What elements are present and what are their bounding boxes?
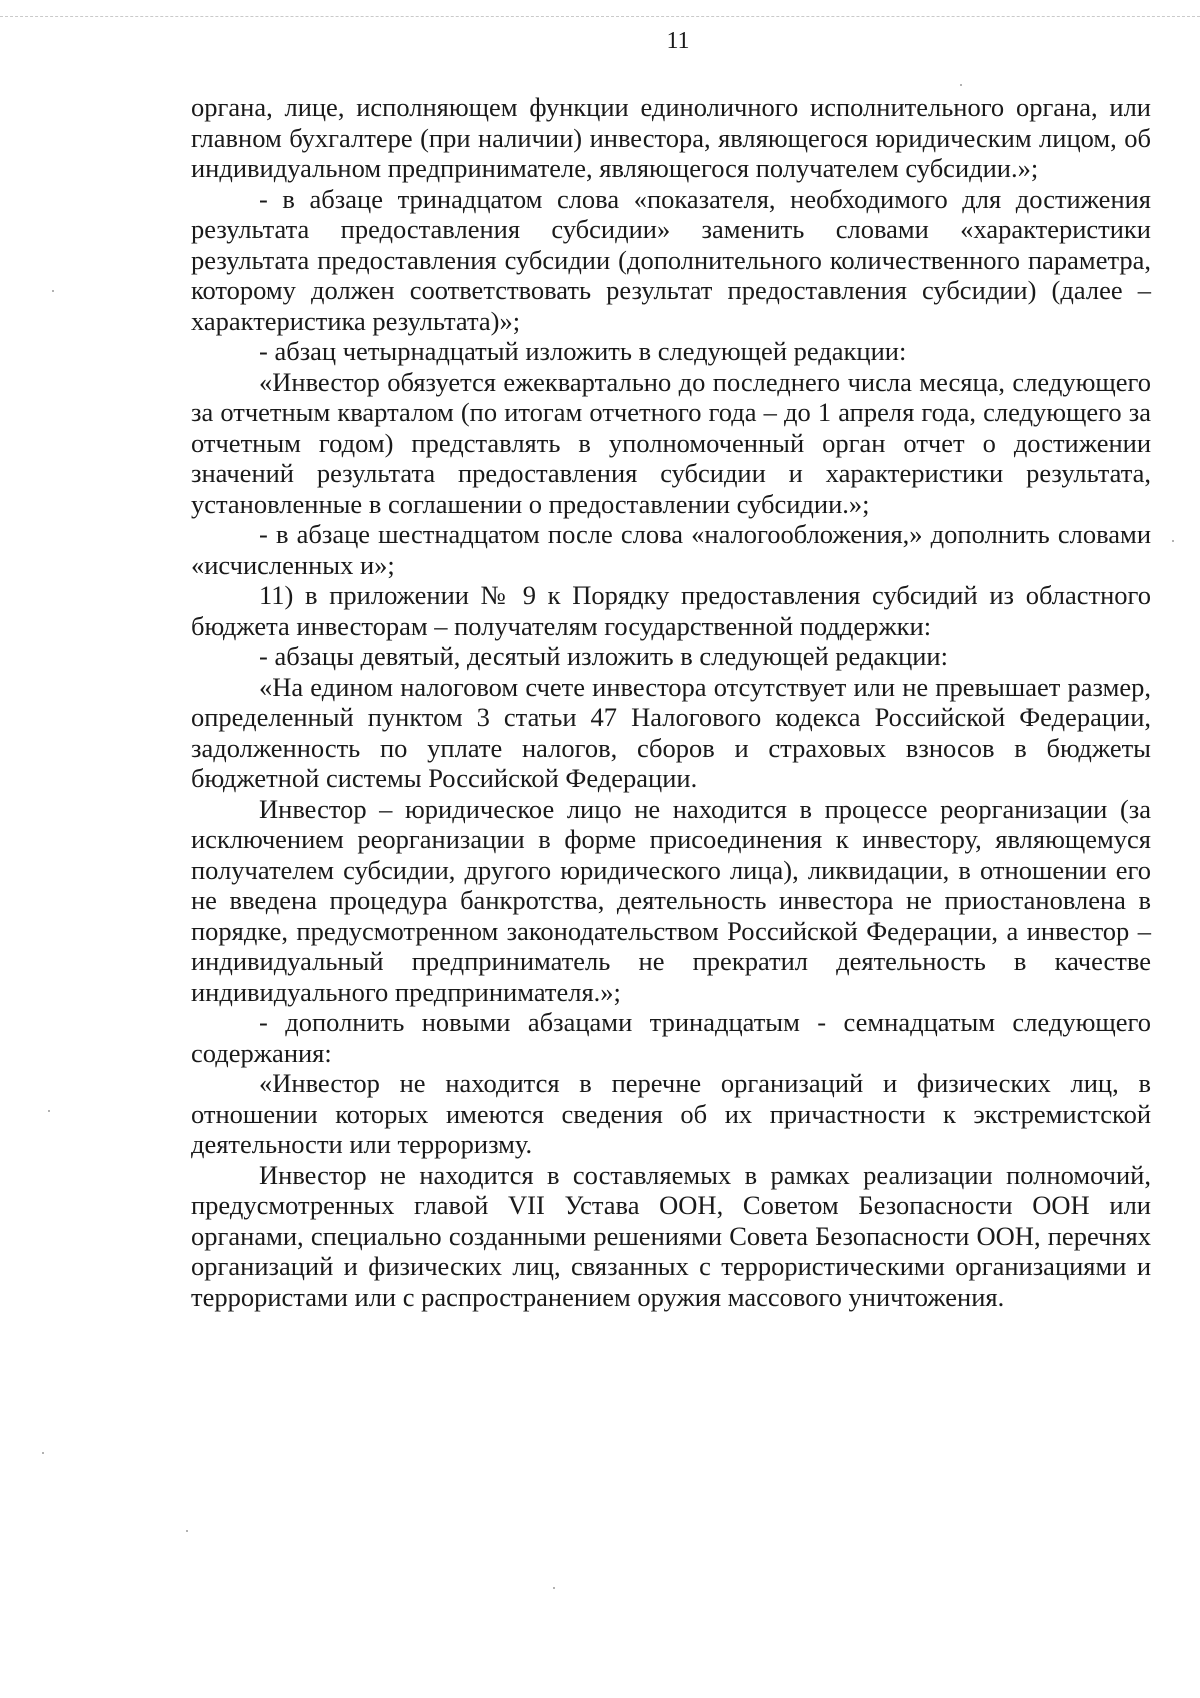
scan-speck [960,84,962,86]
paragraph-quote-extremism: «Инвестор не находится в перечне организаций и физических лиц, в отношении которых имеются сведения об их причастности к экстремистской деятельности или терроризму. [191,1068,1151,1159]
paragraph-add-13-17: - дополнить новыми абзацами тринадцатым - семнадцатым следующего содержания: [191,1007,1151,1068]
paragraph-amendment-14: - абзац четырнадцатый изложить в следующей редакции: [259,336,907,366]
document-body [191,92,1151,1312]
paragraph-quote-report: «Инвестор обязуется ежеквартально до последнего числа месяца, следующего за отчетным кварталом (по итогам отчетного года – до 1 апреля года, следующего за отчетным годом) представлять в уполномоченный орган отчет о достижении значений результата предоставления субсидии и характеристики результата, установленные в соглашении о предоставлении субсидии.»; [191,366,1151,519]
paragraph-continuation: органа, лице, исполняющем функции единоличного исполнительного органа, или главном бухгалтере (при наличии) инвестора, являющегося юридическим лицом, об индивидуальном предпринимателе, являющегося получателем субсидии.»; [191,92,1151,183]
paragraph-quote-un-lists: Инвестор не находится в составляемых в рамках реализации полномочий, предусмотренных главой VII Устава ООН, Советом Безопасности ООН или органами, специально созданными решениями Совета Безопасности ООН, перечнях организаций и физических лиц, связанных с террористическими организациями и террористами или с распространением оружия массового уничтожения. [191,1159,1151,1312]
scan-top-edge [0,16,1200,21]
scan-speck [186,1530,188,1532]
scan-speck [48,1110,50,1112]
paragraph-quote-reorganization: Инвестор – юридическое лицо не находится в процессе реорганизации (за исключением реорганизации в форме присоединения к инвестору, являющемуся получателем субсидии, другого юридического лица), ликвидации, в отношении его не введена процедура банкротства, деятельность инвестора не приостановлена в порядке, предусмотренном законодательством Российской Федерации, а инвестор – индивидуальный предприниматель не прекратил деятельность в качестве индивидуального предпринимателя.»; [191,793,1151,1007]
page-number: 11 [666,28,690,54]
paragraph-amendment-13: - в абзаце тринадцатом слова «показателя, необходимого для достижения результата предоставления субсидии» заменить словами «характеристики результата предоставления субсидии (дополнительного количественного параметра, которому должен соответствовать результат предоставления субсидии) (далее – характеристика результата)»; [191,183,1151,336]
scan-speck [52,290,54,292]
scan-speck [553,1587,555,1589]
scan-speck [42,1452,44,1454]
paragraph-amendment-16: - в абзаце шестнадцатом после слова «налогообложения,» дополнить словами «исчисленных и»; [191,519,1151,580]
paragraph-item-11: 11) в приложении № 9 к Порядку предоставления субсидий из областного бюджета инвесторам – получателям государственной поддержки: [191,580,1151,641]
paragraph-quote-tax-account: «На едином налоговом счете инвестора отсутствует или не превышает размер, определенный пунктом 3 статьи 47 Налогового кодекса Российской Федерации, задолженность по уплате налогов, сборов и страховых взносов в бюджеты бюджетной системы Российской Федерации. [191,671,1151,793]
scan-speck [1172,540,1174,542]
paragraph-amendment-9-10: - абзацы девятый, десятый изложить в следующей редакции: [259,641,948,671]
